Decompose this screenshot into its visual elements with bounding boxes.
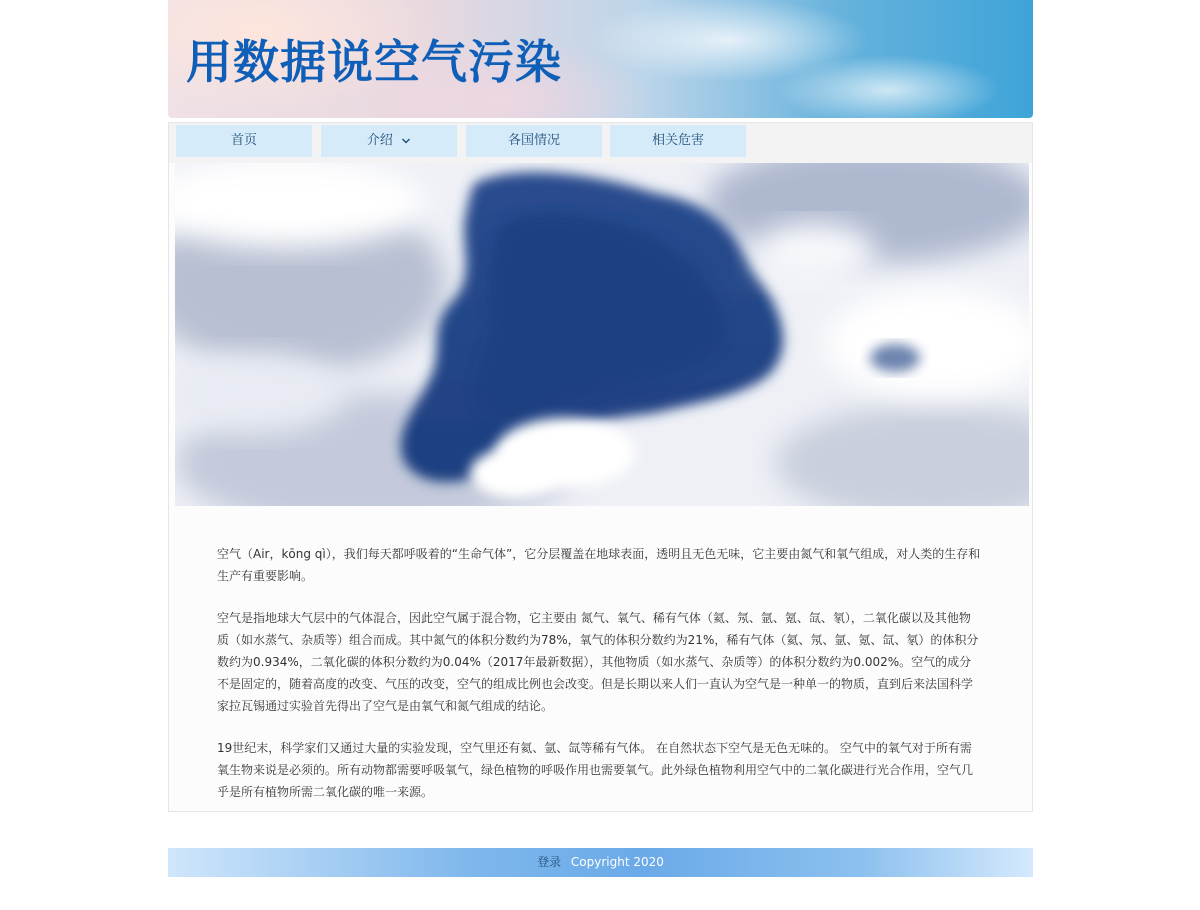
- article-paragraph: 空气（Air，kōng qì），我们每天都呼吸着的“生命气体”，它分层覆盖在地球表面，透明且无色无味，它主要由氮气和氧气组成，对人类的生存和生产有重要影响。: [217, 547, 981, 583]
- nav-item-countries[interactable]: [466, 125, 602, 157]
- nav-item-label: 介绍: [366, 133, 393, 148]
- footer: [168, 848, 1033, 877]
- header-banner: [168, 0, 1033, 118]
- nav-item-hazards[interactable]: [610, 125, 746, 157]
- copyright-text: Copyright 2020: [570, 855, 664, 869]
- chevron-down-icon: [401, 136, 411, 146]
- hero-image-sky-clouds: [175, 163, 1029, 506]
- nav-item-label: 相关危害: [651, 133, 704, 148]
- login-link[interactable]: 登录: [537, 855, 562, 869]
- content-panel: [168, 122, 1033, 812]
- article-body: [217, 543, 982, 823]
- nav-item-label: 首页: [230, 133, 257, 148]
- nav-item-home[interactable]: [176, 125, 312, 157]
- nav-item-label: 各国情况: [507, 133, 560, 148]
- article-paragraph: 19世纪末，科学家们又通过大量的实验发现，空气里还有氦、氩、氙等稀有气体。 在自然状态下空气是无色无味的。 空气中的氧气对于所有需氧生物来说是必须的。所有动物都需要呼吸氧气，绿色植物的呼吸作用也需要氧气。此外绿色植物利用空气中的二氧化碳进行光合作用，空气几乎是所有植物所需二氧化碳的唯一来源。: [217, 741, 974, 799]
- article-paragraph: 空气是指地球大气层中的气体混合，因此空气属于混合物，它主要由 氮气、氧气、稀有气体（氦、氖、氩、氪、氙、氡），二氧化碳以及其他物质（如水蒸气、杂质等）组合而成。其中氮气的体积分数约为78%，氧气的体积分数约为21%，稀有气体（氦、氖、氩、氪、氙、氡）的体积分数约为0.934%，二氧化碳的体积分数约为0.04%（2017年最新数据），其他物质（如水蒸气、杂质等）的体积分数约为0.002%。空气的成分不是固定的，随着高度的改变、气压的改变，空气的组成比例也会改变。但是长期以来人们一直认为空气是一种单一的物质，直到后来法国科学家拉瓦锡通过实验首先得出了空气是由氧气和氮气组成的结论。: [217, 611, 979, 713]
- nav-item-intro[interactable]: [321, 125, 457, 157]
- page-wrapper: [168, 0, 1033, 799]
- page-title: 用数据说空气污染: [186, 35, 562, 89]
- main-nav: [169, 123, 1032, 163]
